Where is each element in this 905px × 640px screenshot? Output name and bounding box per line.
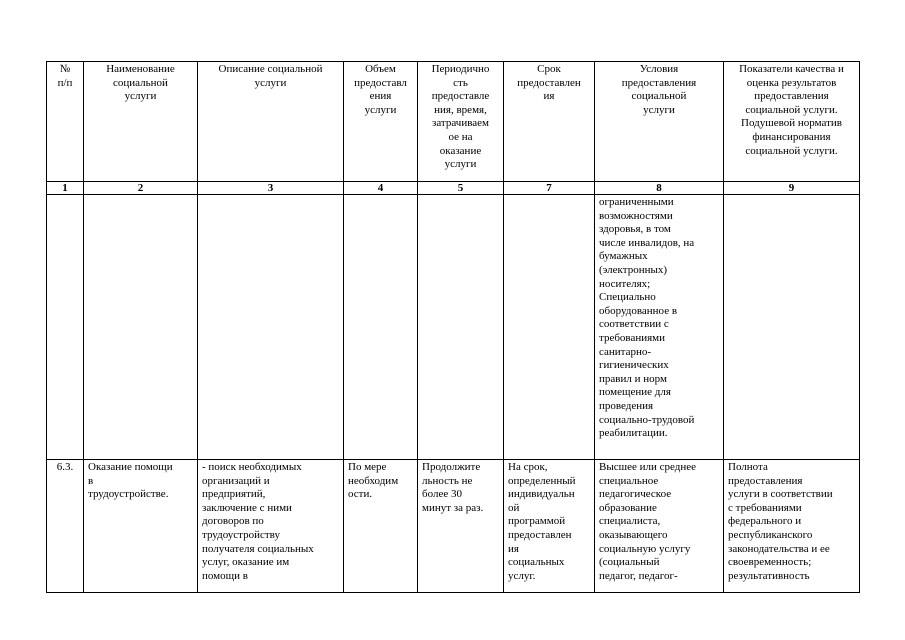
- table-cell: [344, 195, 418, 460]
- conditions-cell: Высшее или среднее специальное педагогическое образование специалиста, оказывающего социальную услугу (социальный педагог, педагог-: [595, 460, 724, 593]
- table-cell: [504, 195, 595, 460]
- column-number: 4: [344, 182, 418, 195]
- header-term: Срок предоставлен ия: [504, 62, 595, 182]
- header-periodicity: Периодично сть предоставле ния, время, затрачиваем ое на оказание услуги: [418, 62, 504, 182]
- table-cell: [724, 195, 860, 460]
- quality-cell: Полнота предоставления услуги в соответствии с требованиями федерального и республиканского законодательства и ее своевременность; результативность: [724, 460, 860, 593]
- table-row: [47, 195, 860, 460]
- header-volume: Объем предоставл ения услуги: [344, 62, 418, 182]
- volume-cell: По мере необходим ости.: [344, 460, 418, 593]
- column-number: 1: [47, 182, 84, 195]
- term-cell: На срок, определенный индивидуальн ой программой предоставлен ия социальных услуг.: [504, 460, 595, 593]
- header-quality: Показатели качества и оценка результатов предоставления социальной услуги. Подушевой норматив финансирования социальной услуги.: [724, 62, 860, 182]
- description-cell: - поиск необходимых организаций и предприятий, заключение с ними договоров по трудоустройству получателя социальных услуг, оказание им помощи в: [198, 460, 344, 593]
- periodicity-cell: Продолжите льность не более 30 минут за раз.: [418, 460, 504, 593]
- column-number: 3: [198, 182, 344, 195]
- header-conditions: Условия предоставления социальной услуги: [595, 62, 724, 182]
- column-number: 5: [418, 182, 504, 195]
- table-cell: [47, 195, 84, 460]
- header-service-name: Наименование социальной услуги: [84, 62, 198, 182]
- table-cell: [418, 195, 504, 460]
- header-number: № п/п: [47, 62, 84, 182]
- conditions-cell: ограниченными возможностями здоровья, в том числе инвалидов, на бумажных (электронных) носителях; Специально оборудованное в соответствии с требованиями санитарно- гигиенических правил и норм помещение для проведения социально-трудовой реабилитации.: [595, 195, 724, 460]
- row-number: 6.3.: [47, 460, 84, 593]
- header-description: Описание социальной услуги: [198, 62, 344, 182]
- service-name-cell: Оказание помощи в трудоустройстве.: [84, 460, 198, 593]
- header-row: [47, 62, 860, 182]
- column-numbers-row: [47, 182, 860, 195]
- services-table: [46, 61, 860, 593]
- column-number: 9: [724, 182, 860, 195]
- table-cell: [84, 195, 198, 460]
- column-number: 2: [84, 182, 198, 195]
- column-number: 7: [504, 182, 595, 195]
- table-cell: [198, 195, 344, 460]
- column-number: 8: [595, 182, 724, 195]
- table-row: [47, 460, 860, 593]
